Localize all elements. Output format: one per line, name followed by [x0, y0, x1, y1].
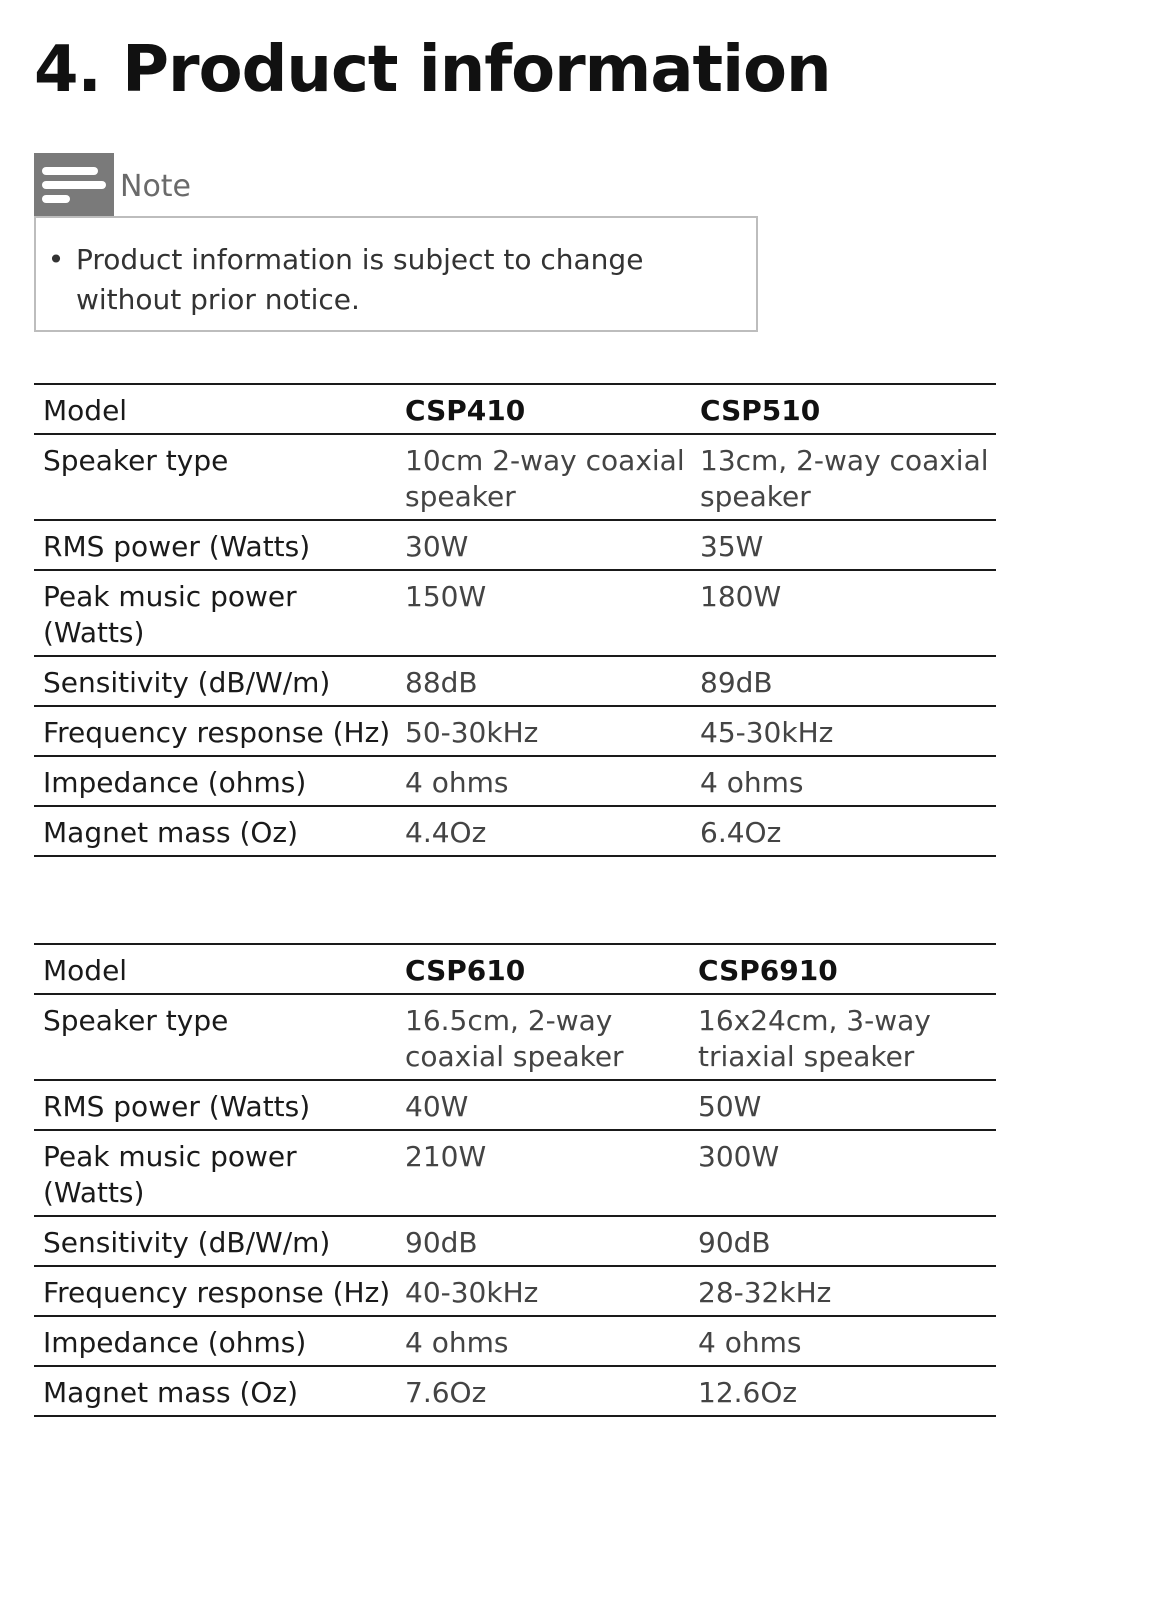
- row-label: Magnet mass (Oz): [34, 1366, 405, 1416]
- model-name: CSP410: [405, 384, 700, 434]
- cell-value: 90dB: [698, 1216, 996, 1266]
- table-row: [34, 756, 996, 806]
- cell-value: 12.6Oz: [698, 1366, 996, 1416]
- row-label: Frequency response (Hz): [34, 1266, 405, 1316]
- table-row: [34, 1266, 996, 1316]
- cell-value: 4 ohms: [405, 1316, 698, 1366]
- row-label: Impedance (ohms): [34, 1316, 405, 1366]
- table-row: [34, 994, 996, 1080]
- cell-value: 4 ohms: [698, 1316, 996, 1366]
- cell-value: 4 ohms: [700, 756, 996, 806]
- cell-value: 35W: [700, 520, 996, 570]
- row-label: Frequency response (Hz): [34, 706, 405, 756]
- table-row: [34, 1080, 996, 1130]
- table-row: [34, 570, 996, 656]
- row-label: Impedance (ohms): [34, 756, 405, 806]
- model-name: CSP6910: [698, 944, 996, 994]
- cell-value: 45-30kHz: [700, 706, 996, 756]
- cell-value: 90dB: [405, 1216, 698, 1266]
- cell-value: 150W: [405, 570, 700, 656]
- table-row: [34, 434, 996, 520]
- cell-value: 89dB: [700, 656, 996, 706]
- row-label: Magnet mass (Oz): [34, 806, 405, 856]
- table-row: [34, 1130, 996, 1216]
- cell-value: 13cm, 2-way coaxial speaker: [700, 434, 996, 520]
- cell-value: 210W: [405, 1130, 698, 1216]
- bullet-icon: •: [47, 243, 65, 276]
- spec-table-2: [34, 943, 996, 1417]
- table-row: [34, 806, 996, 856]
- table-header-row: [34, 944, 996, 994]
- cell-value: 7.6Oz: [405, 1366, 698, 1416]
- model-name: CSP510: [700, 384, 996, 434]
- note-item: [36, 240, 736, 320]
- table-row: [34, 1366, 996, 1416]
- cell-value: 40-30kHz: [405, 1266, 698, 1316]
- cell-value: 300W: [698, 1130, 996, 1216]
- cell-value: 16x24cm, 3-way triaxial speaker: [698, 994, 996, 1080]
- cell-value: 6.4Oz: [700, 806, 996, 856]
- note-header: [34, 153, 191, 217]
- header-label: Model: [34, 384, 405, 434]
- page-title: 4. Product information: [34, 33, 831, 107]
- cell-value: 30W: [405, 520, 700, 570]
- table-row: [34, 520, 996, 570]
- table-row: [34, 1316, 996, 1366]
- row-label: RMS power (Watts): [34, 1080, 405, 1130]
- cell-value: 28-32kHz: [698, 1266, 996, 1316]
- cell-value: 50-30kHz: [405, 706, 700, 756]
- cell-value: 16.5cm, 2-way coaxial speaker: [405, 994, 698, 1080]
- header-label: Model: [34, 944, 405, 994]
- note-label: Note: [120, 169, 192, 204]
- row-label: RMS power (Watts): [34, 520, 405, 570]
- table-row: [34, 656, 996, 706]
- note-box: [34, 216, 758, 332]
- table-header-row: [34, 384, 996, 434]
- row-label: Sensitivity (dB/W/m): [34, 1216, 405, 1266]
- note-icon: [34, 153, 114, 217]
- row-label: Peak music power (Watts): [34, 570, 405, 656]
- cell-value: 40W: [405, 1080, 698, 1130]
- note-text: Product information is subject to change without prior notice.: [76, 243, 644, 316]
- cell-value: 88dB: [405, 656, 700, 706]
- spec-table-1: [34, 383, 996, 857]
- cell-value: 10cm 2-way coaxial speaker: [405, 434, 700, 520]
- cell-value: 180W: [700, 570, 996, 656]
- row-label: Speaker type: [34, 434, 405, 520]
- cell-value: 4 ohms: [405, 756, 700, 806]
- model-name: CSP610: [405, 944, 698, 994]
- table-row: [34, 1216, 996, 1266]
- cell-value: 50W: [698, 1080, 996, 1130]
- row-label: Sensitivity (dB/W/m): [34, 656, 405, 706]
- row-label: Speaker type: [34, 994, 405, 1080]
- cell-value: 4.4Oz: [405, 806, 700, 856]
- table-row: [34, 706, 996, 756]
- row-label: Peak music power (Watts): [34, 1130, 405, 1216]
